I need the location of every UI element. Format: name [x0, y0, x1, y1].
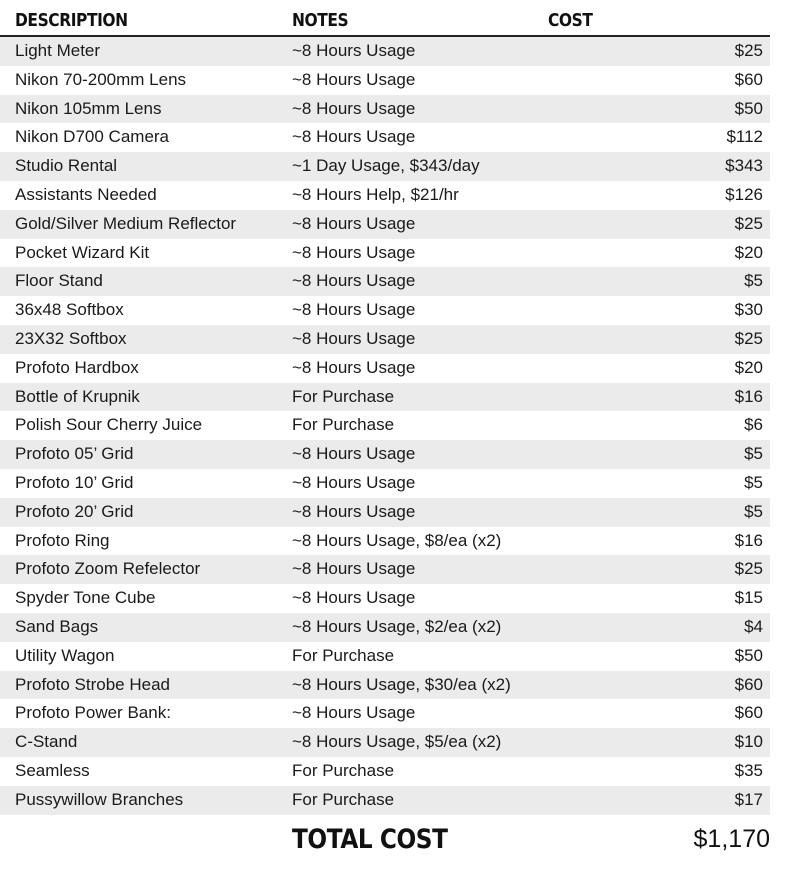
row-cost: $60	[734, 69, 763, 89]
row-cost: $25	[734, 41, 763, 60]
table-row	[0, 383, 770, 412]
row-notes: ~8 Hours Usage	[292, 213, 416, 233]
row-description: Nikon 70-200mm Lens	[15, 69, 187, 89]
row-description: Gold/Silver Medium Reflector	[15, 213, 237, 233]
table-row	[0, 498, 770, 527]
row-description: Nikon D700 Camera	[15, 127, 170, 147]
table-row	[0, 469, 770, 498]
row-cost: $16	[734, 530, 763, 550]
table-row	[0, 786, 770, 815]
table-row	[0, 555, 770, 584]
row-description: Seamless	[15, 760, 90, 780]
table-row	[0, 642, 770, 671]
row-notes: ~8 Hours Usage	[292, 357, 416, 377]
row-notes: For Purchase	[292, 386, 395, 406]
row-cost: $20	[734, 242, 763, 262]
row-notes: ~8 Hours Usage	[292, 271, 416, 291]
row-description: Pussywillow Branches	[15, 789, 184, 809]
row-notes: ~8 Hours Usage	[292, 588, 416, 608]
row-cost: $5	[744, 444, 763, 464]
row-description: Profoto Strobe Head	[15, 674, 170, 694]
row-notes: ~8 Hours Usage	[292, 472, 416, 492]
row-description: Utility Wagon	[15, 645, 115, 665]
row-cost: $15	[734, 588, 763, 608]
table-body	[0, 37, 770, 815]
row-description: Profoto 10’ Grid	[15, 472, 134, 492]
row-notes: ~8 Hours Usage, $30/ea (x2)	[292, 674, 511, 694]
row-notes: ~8 Hours Usage	[292, 300, 416, 320]
row-cost: $16	[734, 386, 763, 406]
row-cost: $5	[744, 472, 763, 492]
table-row	[0, 37, 770, 66]
row-description: Assistants Needed	[15, 184, 157, 204]
table-row	[0, 239, 770, 268]
row-notes: For Purchase	[292, 645, 395, 665]
row-cost: $30	[734, 300, 763, 320]
row-description: Studio Rental	[15, 156, 118, 176]
row-cost: $25	[734, 213, 763, 233]
row-cost: $20	[734, 357, 763, 377]
row-description: Profoto 05’ Grid	[15, 444, 134, 464]
row-description: Profoto Hardbox	[15, 357, 139, 377]
row-description: Nikon 105mm Lens	[15, 98, 162, 118]
row-cost: $10	[734, 732, 763, 752]
total-cost-value: $1,170	[693, 825, 770, 853]
row-description: Sand Bags	[15, 616, 99, 636]
row-notes: For Purchase	[292, 760, 395, 780]
table-row	[0, 66, 770, 95]
total-cost-label: TOTAL COST	[292, 824, 448, 855]
row-description: Profoto Zoom Refelector	[15, 559, 201, 579]
row-notes: ~8 Hours Usage	[292, 242, 416, 262]
description-column-header: DESCRIPTION	[15, 10, 128, 31]
notes-column-header: NOTES	[292, 10, 349, 31]
table-row	[0, 95, 770, 124]
row-notes: ~8 Hours Usage	[292, 127, 416, 147]
row-description: Polish Sour Cherry Juice	[15, 415, 203, 435]
row-notes: ~8 Hours Usage, $2/ea (x2)	[292, 616, 502, 636]
row-notes: ~8 Hours Usage, $8/ea (x2)	[292, 530, 502, 550]
row-notes: ~8 Hours Usage	[292, 501, 416, 521]
row-cost: $126	[725, 184, 763, 204]
row-notes: ~8 Hours Usage, $5/ea (x2)	[292, 732, 502, 752]
row-cost: $4	[744, 616, 763, 636]
row-description: Floor Stand	[15, 271, 103, 291]
row-notes: ~8 Hours Usage	[292, 559, 416, 579]
row-cost: $112	[726, 127, 763, 147]
row-description: Bottle of Krupnik	[15, 386, 140, 406]
row-description: 23X32 Softbox	[15, 328, 127, 348]
table-row	[0, 152, 770, 181]
row-description: 36x48 Softbox	[15, 300, 124, 320]
row-description: Light Meter	[15, 41, 101, 60]
table-row	[0, 527, 770, 556]
row-notes: ~8 Hours Help, $21/hr	[292, 184, 459, 204]
table-row	[0, 411, 770, 440]
row-notes: For Purchase	[292, 789, 395, 809]
row-cost: $60	[734, 674, 763, 694]
table-row	[0, 325, 770, 354]
row-notes: ~8 Hours Usage	[292, 703, 416, 723]
row-notes: For Purchase	[292, 415, 395, 435]
row-notes: ~8 Hours Usage	[292, 328, 416, 348]
table-row	[0, 210, 770, 239]
row-notes: ~8 Hours Usage	[292, 444, 416, 464]
row-cost: $35	[734, 760, 763, 780]
table-row	[0, 181, 770, 210]
row-description: Profoto Power Bank:	[15, 703, 171, 723]
cost-column-header: COST	[548, 10, 593, 31]
table-row	[0, 699, 770, 728]
row-description: Profoto 20’ Grid	[15, 501, 134, 521]
table-row	[0, 757, 770, 786]
row-cost: $50	[734, 645, 763, 665]
table-row	[0, 354, 770, 383]
table-row	[0, 123, 770, 152]
total-cost-row	[0, 820, 770, 860]
row-cost: $343	[725, 156, 763, 176]
table-row	[0, 728, 770, 757]
table-row	[0, 613, 770, 642]
row-description: Pocket Wizard Kit	[15, 242, 150, 262]
row-cost: $25	[734, 328, 763, 348]
table-row	[0, 584, 770, 613]
row-cost: $50	[734, 98, 763, 118]
row-description: C-Stand	[15, 732, 78, 752]
row-description: Spyder Tone Cube	[15, 588, 156, 608]
row-cost: $60	[734, 703, 763, 723]
row-cost: $6	[744, 415, 763, 435]
row-cost: $5	[744, 501, 763, 521]
table-row	[0, 296, 770, 325]
row-notes: ~1 Day Usage, $343/day	[292, 156, 480, 176]
row-description: Profoto Ring	[15, 530, 110, 550]
row-cost: $5	[744, 271, 763, 291]
row-notes: ~8 Hours Usage	[292, 98, 416, 118]
row-cost: $25	[734, 559, 763, 579]
table-row	[0, 671, 770, 700]
table-row	[0, 267, 770, 296]
row-cost: $17	[734, 789, 763, 809]
row-notes: ~8 Hours Usage	[292, 41, 416, 60]
table-header	[0, 0, 770, 37]
table-row	[0, 440, 770, 469]
row-notes: ~8 Hours Usage	[292, 69, 416, 89]
